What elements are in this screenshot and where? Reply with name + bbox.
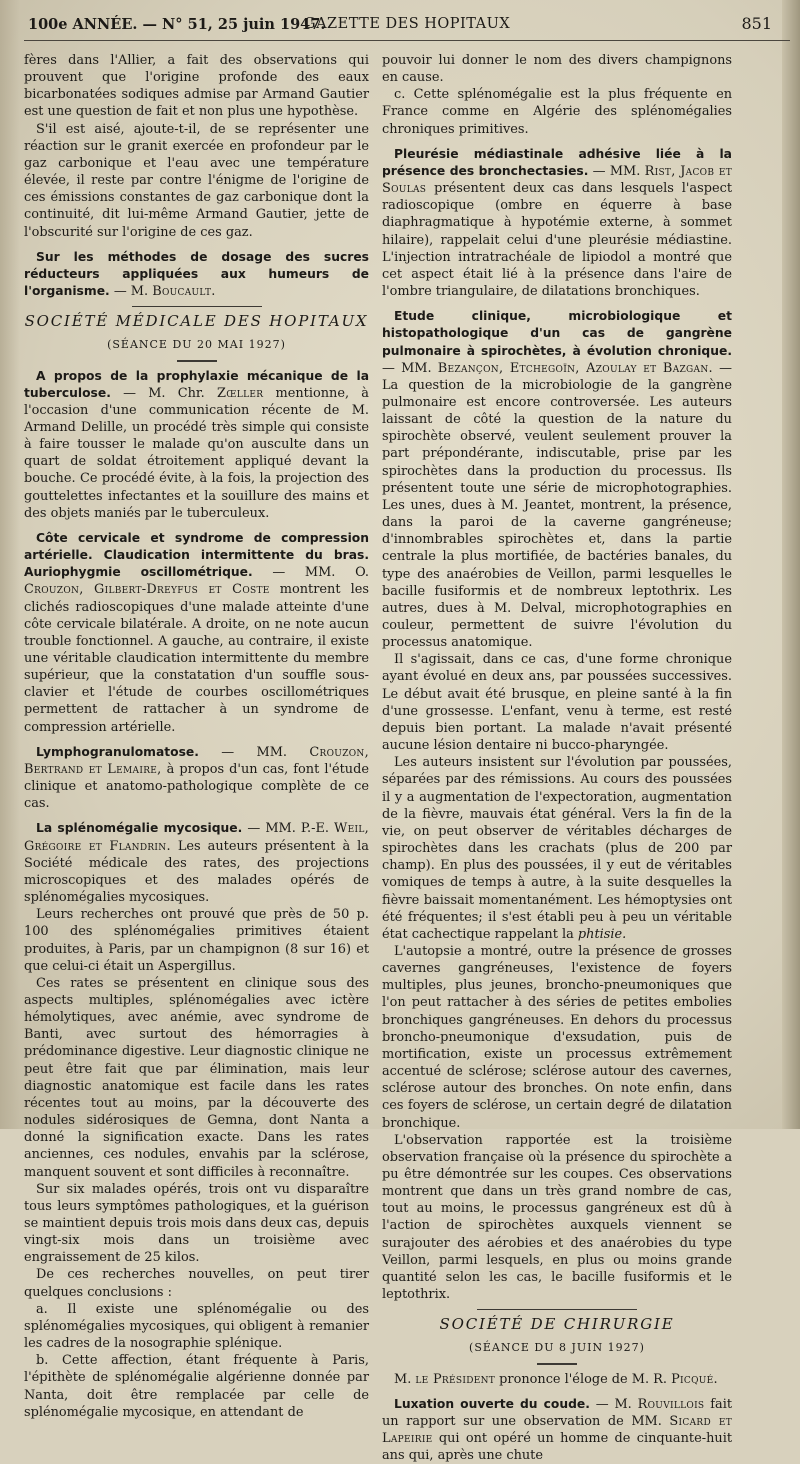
article-text: — La question de la microbiologie de la gangrène pulmonaire est encore controversée. Les auteurs laissant de côté la question de la nature du spirochète observé, veulent seulement prouver la part prépondérante, indiscutable, prise par les spirochètes dans la production du processus. Ils présentent toute une série de microphotographies. Les unes, dues à M. Jeantet, montrent, la présence, dans la paroi de la caverne gangréneuse; d'innombrables spirochètes et, dans la partie centrale la plus mortifiée, de bactéries banales, du type des anaérobies de Veillon, parmi lesquelles le bacille fusiformis et de nombreux leptothrix. Les autres, dues à M. Delval, microphotographies en couleur, permettent de suivre l'évolution du processus anatomique.: [382, 360, 732, 651]
article-title: A propos de la prophylaxie mécanique de la tuberculose.: [24, 368, 369, 400]
article-entry: [24, 249, 369, 300]
article-dash: — M. Chr.: [110, 385, 217, 401]
article-dash: — MM. O.: [252, 565, 369, 581]
paragraph: a. Il existe une splénomégalie ou des splénomégalies mycosiques, qui obligent à remanier les cadres de la nosographie splénique.: [24, 1301, 369, 1352]
running-header: [24, 12, 790, 41]
article-text: fait un rapport sur une observation de MM.: [382, 1396, 733, 1429]
article-entry: [24, 368, 369, 522]
article-text: mentionne, à l'occasion d'une communication récente de M. Armand Delille, un procédé très simple qui consiste à faire tousser le malade qu'on ausculte dans un quart de soldat étroitement appliqué devant la bouche. Ce procédé évite, à la fois, la projection des gouttelettes infectantes et la souillure des mains et des objets maniés par le tuberculeux.: [24, 385, 369, 521]
person-name: Picqué.: [671, 1371, 718, 1387]
section-rule: [477, 1309, 637, 1310]
article-entry: [382, 146, 732, 300]
binding-edge: [782, 0, 800, 1129]
article-entry: [24, 744, 369, 813]
paragraph: Il s'agissait, dans ce cas, d'une forme chronique ayant évolué en deux ans, par poussées successives. Le début avait été brusque, en pleine santé à la fin d'une grossesse. L'enfant, venu à terme, est resté depuis bien portant. La malade n'avait présenté aucune lésion dentaire ni bucco-pharyngée.: [382, 652, 732, 754]
paragraph: pouvoir lui donner le nom des divers champignons en cause.: [382, 53, 732, 86]
section-rule: [537, 1363, 577, 1365]
italic-word: phtisie.: [577, 926, 627, 942]
paragraph: [382, 1371, 732, 1388]
article-entry: [382, 1396, 732, 1464]
paragraph: L'observation rapportée est la troisième observation française où la présence du spirochète a pu être démontrée sur les coupes. Ces observations montrent que dans un très grand nombre de cas, tout au moins, le processus gangréneux est dû à l'action de spirochètes auxquels viennent se surajouter des aérobies et des anaérobies du type Veillon, parmi lesquels, en plus ou moins grande quantité selon les cas, le bacille fusiformis et le leptothrix.: [382, 1132, 732, 1303]
article-text: Les auteurs présentent à la Société médicale des rates, des projections microscopiques et des malades opérés de splénomégalies mycosiques.: [24, 838, 369, 906]
article-author: Sicard et Lapeirie: [382, 1413, 732, 1447]
article-dash: — M.: [109, 284, 153, 300]
paragraph: L'autopsie a montré, outre la présence de grosses cavernes gangréneuses, l'existence de foyers multiples, plus jeunes, broncho-pneumoniques que l'on peut rattacher à des séries de petites embolies bronchiques gangréneuses. En dehors du processus broncho-pneumonique d'exsudation, puis de mortification, existe un processus extrêmement accentué de sclérose; sclérose autour des cavernes, sclérose autour des bronches. On note enfin, dans ces foyers de sclérose, un certain degré de dilatation bronchique.: [382, 943, 732, 1131]
article-title: Côte cervicale et syndrome de compression artérielle. Claudication intermittente du bras. Auriophygmie oscillométrique.: [24, 530, 369, 580]
paragraph: S'il est aisé, ajoute-t-il, de se représenter une réaction sur le granit exercée en profondeur par le gaz carbonique et l'eau avec une température élevée, il reste par contre l'énigme de l'origine de ces émissions constantes de gaz carbonique dont la continuité, dit lui-même Armand Gautier, jette de l'obscurité sur l'origine de ces gaz.: [24, 121, 369, 240]
article-author: Rouvillois: [637, 1396, 705, 1412]
article-author: Zœller: [217, 385, 264, 401]
article-entry: [24, 530, 369, 736]
left-column: [24, 52, 369, 1421]
paragraph-text: Les auteurs insistent sur l'évolution par poussées, séparées par des rémissions. Au cours des poussées il y a augmentation de l'expectoration, augmentation de la fièvre, mauvais état général. Vers la fin de la vie, on peut observer de véritables décharges de spirochètes dans les crachats (plus de 200 par champ). En plus des poussées, il y eut de véritables vomiques de temps à autre, à la suite desquelles la fièvre baissait momentanément. Les hémoptysies ont été fréquentes; il s'est établi peu à peu un véritable état cachectique rappelant la: [382, 755, 732, 942]
article-title: Etude clinique, microbiologique et histopathologique d'un cas de gangrène pulmonaire à spirochètes, à évolution chronique.: [382, 309, 732, 358]
paragraph-text: prononce l'éloge de M. R.: [495, 1371, 672, 1387]
article-title: Sur les méthodes de dosage des sucres réducteurs appliquées aux humeurs de l'organisme.: [24, 249, 369, 299]
article-text: présentent deux cas dans lesquels l'aspect radioscopique (ombre en équerre à base diaphragmatique à hypotémie externe, à sommet hilaire), rappelait celui d'une pleurésie médiastine. L'injection intratrachéale de lipiodol a montré que cet aspect était lié à la présence dans l'aire de l'ombre triangulaire, de dilatations bronchiques.: [382, 181, 732, 300]
article-entry: [382, 308, 732, 651]
issue-info: 100e ANNÉE. — N° 51, 25 juin 1947.: [28, 16, 326, 33]
article-author: Rist, Jacob et Soulas: [382, 163, 732, 197]
page-edge-shadow: [0, 0, 20, 1129]
session-date: (SÉANCE DU 20 MAI 1927): [107, 338, 286, 352]
journal-title: GAZETTE DES HOPITAUX: [304, 16, 511, 32]
role-name: le Président: [415, 1371, 496, 1387]
article-dash: — MM.: [198, 744, 310, 760]
society-heading: SOCIÉTÉ MÉDICALE DES HOPITAUX: [24, 312, 369, 331]
article-author: Crouzon, Bertrand et Lemaire,: [24, 744, 369, 777]
article-title: Pleurésie médiastinale adhésive liée à la présence des bronchectasies.: [382, 146, 732, 178]
article-title: Luxation ouverte du coude.: [394, 1396, 590, 1411]
section-rule: [177, 360, 217, 362]
society-heading: SOCIÉTÉ DE CHIRURGIE: [439, 1315, 675, 1334]
paragraph: Leurs recherches ont prouvé que près de 50 p. 100 des splénomégalies primitives étaient produites, à Paris, par un champignon (8 sur 16) et que celui-ci était un Aspergillus.: [24, 907, 369, 974]
paragraph: b. Cette affection, étant fréquente à Paris, l'épithète de splénomégalie algérienne donnée par Nanta, doit être remplacée par celle de splénomégalie mycosique, en attendant de: [24, 1353, 369, 1420]
article-entry: [24, 820, 369, 906]
article-title: Lymphogranulomatose.: [36, 744, 199, 759]
page-number: 851: [741, 14, 772, 33]
paragraph: Ces rates se présentent en clinique sous des aspects multiples, splénomégalies avec ictère hémolytiques, avec anémie, avec syndrome de Banti, avec surtout des hémorragies à prédominance digestive. Leur diagnostic clinique ne peut être fait que par élimination, mais leur diagnostic anatomique est facile dans les rates récentes tout au moins, par la découverte des nodules sidérosiques de Gemna, dont Nanta a donné la signification exacte. Dans les rates anciennes, ces nodules, envahis par la sclérose, manquent souvent et sont difficiles à reconnaître.: [24, 975, 369, 1180]
article-dash: — MM. P.-E.: [242, 821, 335, 837]
article-author: Crouzon, Gilbert-Dreyfus et Coste: [24, 582, 270, 598]
article-text: qui ont opéré un homme de cinquante-huit ans qui, après une chute: [382, 1431, 732, 1464]
article-title: La splénomégalie mycosique.: [36, 821, 243, 836]
article-author: Weil, Grégoire et Flandrin.: [24, 821, 369, 854]
session-date: (SÉANCE DU 8 JUIN 1927): [469, 1341, 645, 1355]
paragraph: De ces recherches nouvelles, on peut tirer quelques conclusions :: [24, 1267, 369, 1300]
paragraph: c. Cette splénomégalie est la plus fréquente en France comme en Algérie des splénomégalies chroniques primitives.: [382, 87, 732, 137]
article-text: montrent les clichés radioscopiques d'une malade atteinte d'une côte cervicale bilatérale. A droite, on ne note aucun trouble fonctionnel. A gauche, au contraire, il existe une véritable claudication intermittente du membre supérieur, que la constatation d'un souffle sous-clavier et l'étude de courbes oscillométriques permettent de rattacher à un syndrome de compression artérielle.: [24, 582, 369, 735]
paragraph: Sur six malades opérés, trois ont vu disparaître tous leurs symptômes pathologiques, et la guérison se maintient depuis trois mois dans deux cas, depuis vingt-six mois dans un troisième avec engraissement de 25 kilos.: [24, 1181, 369, 1266]
article-dash: — MM.: [588, 163, 645, 179]
article-author: Boucault.: [152, 284, 216, 300]
article-dash: — MM.: [382, 360, 438, 376]
paragraph: fères dans l'Allier, a fait des observations qui prouvent que l'origine profonde des eaux bicarbonatées sodiques admise par Armand Gautier est une question de fait et non plus une hypothèse.: [24, 53, 369, 120]
article-text: à propos d'un cas, font l'étude clinique et anatomo-pathologique complète de ce cas.: [24, 761, 369, 812]
paragraph: [382, 754, 732, 943]
section-rule: [132, 306, 262, 307]
article-author: Bezançon, Etchegoïn, Azoulay et Bazgan.: [437, 360, 713, 376]
paragraph-text: M.: [394, 1371, 416, 1387]
article-dash: — M.: [589, 1396, 638, 1412]
right-column: [382, 52, 732, 1464]
